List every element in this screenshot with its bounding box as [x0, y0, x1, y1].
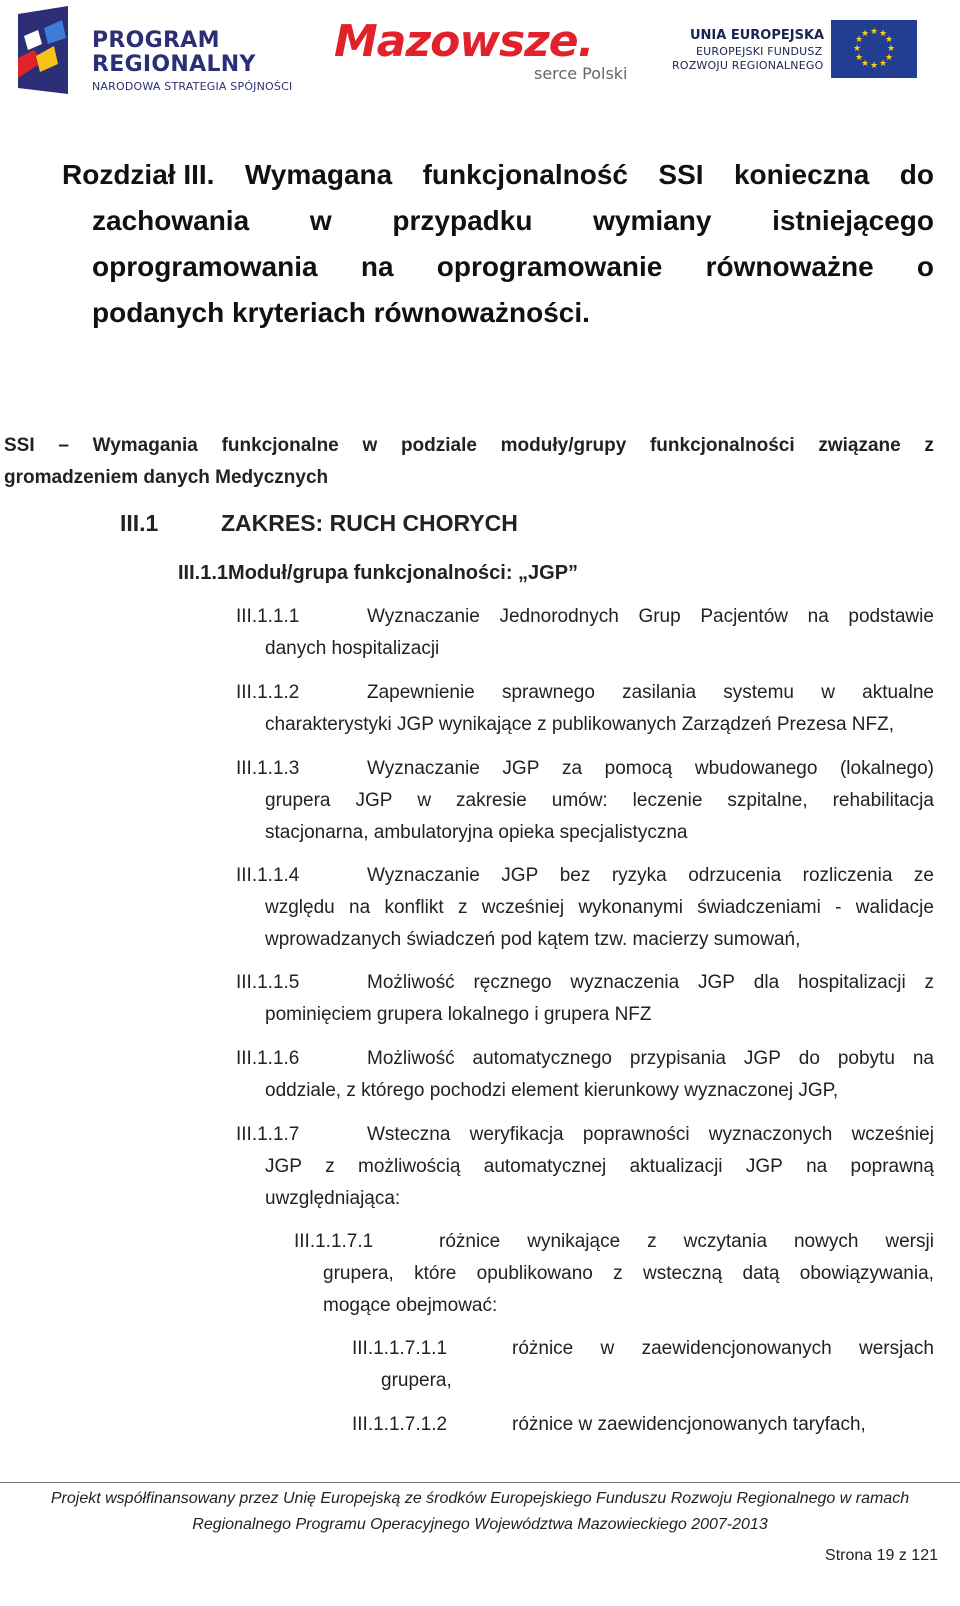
item-word: ze [913, 865, 934, 886]
item-word: z [325, 1156, 335, 1177]
intro-word: funkcjonalności [649, 435, 795, 456]
item-word: weryfikacja [469, 1124, 564, 1145]
item-text-line: oddziale, z którego pochodzi element kierunkowy wyznaczonej JGP, [265, 1080, 839, 1101]
item-number: III.1.1.4 [236, 865, 300, 886]
item-word: zaewidencjonowanych [641, 1338, 832, 1359]
item-word: do [798, 1048, 820, 1069]
intro-word: funkcjonalne [221, 435, 339, 456]
item-word: które [414, 1263, 457, 1284]
item-word: w [600, 1338, 615, 1359]
item-word: wersjach [859, 1338, 934, 1359]
chapter-word: w [309, 205, 332, 236]
intro-word: SSI [4, 435, 35, 456]
intro-word: Wymagania [92, 435, 198, 456]
chapter-heading-line2 [92, 198, 934, 244]
svg-text:★: ★ [878, 59, 888, 69]
item-word: JGP [743, 1048, 781, 1069]
program-logo-title-2: REGIONALNY [92, 52, 256, 77]
subitem-text-line [323, 1258, 934, 1290]
item-word: (lokalnego) [839, 758, 934, 779]
item-word: rozliczenia [802, 865, 893, 886]
item-word: różnice [439, 1231, 501, 1252]
item-word: wcześniej [851, 1124, 934, 1145]
eu-logo-line2: EUROPEJSKI FUNDUSZ [696, 45, 823, 58]
chapter-word: do [899, 159, 934, 190]
item-word: na [349, 897, 371, 918]
item-word: różnice [512, 1338, 574, 1359]
item-word: nowych [793, 1231, 859, 1252]
item-text-line: wprowadzanych świadczeń pod kątem tzw. macierzy sumowań, [265, 929, 801, 950]
item-number: III.1.1.5 [236, 972, 300, 993]
item-word: na [806, 1156, 828, 1177]
item-number: III.1.1.6 [236, 1048, 300, 1069]
page-number: Strona 19 z 121 [825, 1547, 938, 1564]
item-word: w [417, 790, 432, 811]
intro-line1 [4, 430, 934, 462]
item-word: obowiązywania, [799, 1263, 934, 1284]
item-number: III.1.1.2 [236, 682, 300, 703]
chapter-word: na [360, 251, 394, 282]
item-word: aktualizacji [629, 1156, 723, 1177]
item-text-line [265, 785, 934, 817]
item-text-line [265, 892, 934, 924]
item-first-line [367, 1043, 934, 1075]
item-first-line [367, 967, 934, 999]
chapter-word: o [916, 251, 934, 282]
svg-text:★: ★ [860, 29, 870, 39]
svg-text:★: ★ [869, 27, 879, 37]
item-word: aktualne [862, 682, 934, 703]
item-word: poprawności [582, 1124, 690, 1145]
intro-word: w [362, 435, 378, 456]
item-word: z [457, 897, 468, 918]
item-word: - [835, 897, 842, 918]
subsubitem-number: III.1.1.7.1.1 [352, 1338, 448, 1359]
svg-text:★: ★ [869, 61, 879, 71]
item-word: bez [559, 865, 591, 886]
chapter-word: SSI [658, 159, 704, 190]
subsubitem-number: III.1.1.7.1.2 [352, 1414, 448, 1435]
item-word: grupera [265, 790, 331, 811]
item-word: na [807, 606, 829, 627]
item-word: JGP [355, 790, 393, 811]
mazowsze-tagline: serce Polski [534, 64, 628, 83]
svg-text:★: ★ [854, 53, 864, 63]
item-first-line [367, 1119, 934, 1151]
intro-word: moduły/grupy [500, 435, 627, 456]
footer-line1: Projekt współfinansowany przez Unię Europejską ze środków Europejskiego Funduszu Rozwoju Regionalnego w ramach [50, 1490, 910, 1507]
intro-word: podziale [400, 435, 477, 456]
section-title: ZAKRES: RUCH CHORYCH [221, 510, 518, 536]
subsection-heading: III.1.1Moduł/grupa funkcjonalności: „JGP” [178, 562, 579, 584]
svg-text:★: ★ [886, 44, 896, 54]
subitem-first-line [439, 1226, 934, 1258]
item-number: III.1.1.3 [236, 758, 300, 779]
item-word: Pacjentów [700, 606, 788, 627]
item-word: szpitalne, [727, 790, 808, 811]
item-word: możliwością [358, 1156, 461, 1177]
svg-text:★: ★ [860, 59, 870, 69]
item-word: wsteczną [642, 1263, 723, 1284]
chapter-word: oprogramowanie [436, 251, 663, 282]
chapter-word: równoważne [705, 251, 874, 282]
intro-line2: gromadzeniem danych Medycznych [4, 467, 329, 488]
eu-logo-line3: ROZWOJU REGIONALNEGO [672, 59, 824, 72]
item-word: pomocą [604, 758, 673, 779]
item-word: JGP [502, 758, 540, 779]
item-text-line: stacjonarna, ambulatoryjna opieka specjalistyczna [265, 822, 688, 843]
item-word: na [912, 1048, 934, 1069]
item-text-line: uwzględniająca: [265, 1188, 401, 1209]
footer-divider [0, 1482, 960, 1483]
item-word: z [613, 1263, 623, 1284]
item-word: wersji [885, 1231, 934, 1252]
item-word: rehabilitacja [832, 790, 934, 811]
item-word: Wyznaczanie [367, 758, 480, 779]
item-word: wyznaczonych [708, 1124, 833, 1145]
item-word: za [561, 758, 583, 779]
item-word: umów: [551, 790, 608, 811]
item-word: automatycznej [483, 1156, 607, 1177]
item-word: Wyznaczanie [367, 606, 480, 627]
eu-flag-icon [831, 20, 917, 78]
item-word: w [821, 682, 835, 703]
item-first-line [367, 677, 934, 709]
intro-paragraph [4, 430, 934, 494]
svg-text:★: ★ [884, 53, 894, 63]
item-word: grupera, [323, 1263, 394, 1284]
subsubitem-first-line [512, 1333, 934, 1365]
subsubitem-text-line: grupera, [381, 1370, 452, 1391]
svg-text:★: ★ [854, 35, 864, 45]
item-word: poprawną [850, 1156, 934, 1177]
item-word: opublikowano [476, 1263, 593, 1284]
section-number: III.1 [120, 510, 159, 536]
svg-text:★: ★ [878, 29, 888, 39]
chapter-word: zachowania [92, 205, 250, 236]
item-word: pobytu [837, 1048, 895, 1069]
item-text-line: pominięciem grupera lokalnego i grupera NFZ [265, 1004, 652, 1025]
chapter-word: wymiany [593, 205, 712, 236]
program-logo-title-1: PROGRAM [92, 28, 220, 53]
item-word: wynikające [527, 1231, 621, 1252]
program-regionalny-emblem-icon [14, 6, 72, 96]
item-word: wczytania [683, 1231, 768, 1252]
item-first-line [367, 753, 934, 785]
item-text-line: charakterystyki JGP wynikające z publikowanych Zarządzeń Prezesa NFZ, [265, 714, 895, 735]
item-word: automatycznego [472, 1048, 612, 1069]
chapter-heading [62, 152, 934, 336]
chapter-word: oprogramowania [92, 251, 318, 282]
chapter-word: przypadku [392, 205, 533, 236]
item-word: walidacje [855, 897, 934, 918]
item-word: Wyznaczanie [367, 865, 480, 886]
chapter-word: funkcjonalność [422, 159, 628, 190]
item-word: dla [753, 972, 780, 993]
intro-word: z [924, 435, 934, 456]
item-word: ryzyka [611, 865, 667, 886]
program-regionalny-logo [14, 6, 294, 96]
item-number: III.1.1.1 [236, 606, 300, 627]
item-word: świadczeniami [697, 897, 821, 918]
item-word: datą [742, 1263, 780, 1284]
item-word: podstawie [848, 606, 934, 627]
item-text-line [265, 1151, 934, 1183]
item-word: sprawnego [501, 682, 595, 703]
item-word: Wsteczna [367, 1124, 451, 1145]
item-number: III.1.1.7 [236, 1124, 300, 1145]
footer-line2: Regionalnego Programu Operacyjnego Województwa Mazowieckiego 2007-2013 [192, 1516, 768, 1533]
mazowsze-logo [334, 12, 634, 92]
program-logo-subtitle: NARODOWA STRATEGIA SPÓJNOŚCI [92, 80, 293, 93]
item-word: JGP [745, 1156, 783, 1177]
chapter-word: Rozdział III. [62, 159, 215, 190]
item-word: Możliwość [367, 1048, 455, 1069]
item-word: z [647, 1231, 657, 1252]
intro-word: związane [818, 435, 901, 456]
chapter-heading-line1 [62, 152, 934, 198]
svg-text:★: ★ [884, 35, 894, 45]
item-word: JGP [501, 865, 539, 886]
chapter-heading-line3 [92, 244, 934, 290]
item-word: hospitalizacji [797, 972, 906, 993]
item-word: systemu [723, 682, 794, 703]
chapter-word: Wymagana [244, 159, 393, 190]
eu-logo [668, 20, 920, 80]
item-word: wyznaczenia [570, 972, 680, 993]
item-text-line: danych hospitalizacji [265, 638, 440, 659]
item-word: leczenie [632, 790, 703, 811]
item-word: wcześniej [481, 897, 565, 918]
chapter-heading-line4: podanych kryteriach równoważności. [92, 297, 590, 328]
item-first-line [367, 860, 934, 892]
chapter-word: konieczna [733, 159, 870, 190]
item-word: ręcznego [473, 972, 552, 993]
item-word: wykonanymi [578, 897, 683, 918]
item-word: Jednorodnych [499, 606, 619, 627]
item-word: zasilania [622, 682, 697, 703]
item-word: wbudowanego [694, 758, 818, 779]
svg-text:★: ★ [852, 44, 862, 54]
chapter-word: istniejącego [772, 205, 934, 236]
subitem-text-line: mogące obejmować: [323, 1295, 498, 1316]
item-word: Grup [638, 606, 681, 627]
item-word: Możliwość [367, 972, 455, 993]
mazowsze-wordmark: Mazowsze. [334, 16, 594, 67]
item-first-line [367, 601, 934, 633]
item-word: względu [265, 897, 335, 918]
subsubitem-first-line: różnice w zaewidencjonowanych taryfach, [512, 1414, 866, 1435]
item-word: z [924, 972, 934, 993]
item-word: JGP [698, 972, 735, 993]
item-word: JGP [265, 1156, 302, 1177]
item-word: przypisania [629, 1048, 726, 1069]
subitem-number: III.1.1.7.1 [294, 1231, 374, 1252]
intro-word: – [58, 435, 69, 456]
item-word: Zapewnienie [367, 682, 475, 703]
item-word: odrzucenia [688, 865, 782, 886]
eu-logo-line1: UNIA EUROPEJSKA [690, 28, 825, 43]
item-word: zakresie [456, 790, 527, 811]
item-word: konflikt [384, 897, 444, 918]
